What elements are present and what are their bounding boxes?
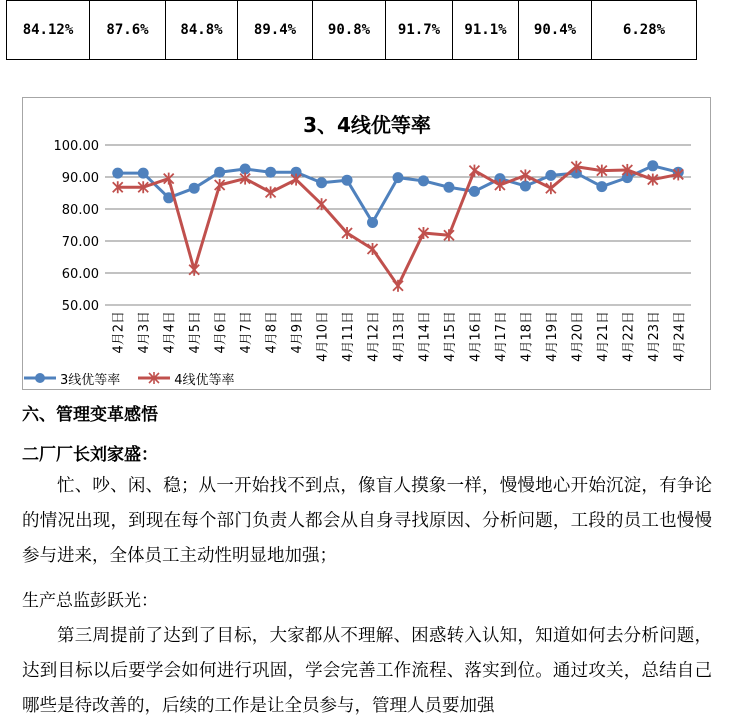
x-tick-label: 4月23日 [646, 311, 662, 362]
table-cell: 90.4% [519, 1, 592, 60]
data-point [520, 180, 531, 191]
x-tick-label: 4月10日 [315, 311, 331, 362]
x-tick-label: 4月8日 [264, 311, 280, 354]
x-tick-label: 4月21日 [595, 311, 611, 362]
data-point [469, 165, 479, 177]
x-tick-label: 4月4日 [162, 311, 178, 354]
y-tick-label: 100.00 [53, 139, 99, 154]
table-cell: 91.7% [386, 1, 453, 60]
x-tick-label: 4月12日 [366, 311, 382, 362]
x-tick-label: 4月20日 [570, 311, 586, 362]
data-point [265, 167, 276, 178]
y-tick-label: 80.00 [61, 203, 99, 218]
data-point [596, 181, 607, 192]
x-tick-label: 4月16日 [468, 311, 484, 362]
paragraph: 忙、吵、闲、稳；从一开始找不到点，像盲人摸象一样，慢慢地心开始沉淀，有争论的情况出现，到现在每个部门负责人都会从自身寻找原因、分析问题，工段的员工也慢慢参与进来，全体员工主动性明显地加强； [22, 476, 712, 566]
legend-item-3line [22, 369, 120, 388]
legend-marker-circle-icon [22, 371, 58, 385]
x-tick-label: 4月6日 [213, 311, 229, 354]
x-tick-label: 4月24日 [672, 311, 688, 362]
x-tick-label: 4月13日 [392, 311, 407, 362]
person-heading: 生产总监彭跃光： [22, 591, 158, 611]
legend-label: 3线优等率 [60, 372, 121, 388]
data-point [189, 264, 199, 276]
data-point [545, 170, 556, 181]
chart-series [112, 160, 684, 291]
chart-title: 3、4线优等率 [303, 113, 431, 137]
data-point [393, 280, 403, 292]
legend-marker-star-icon [136, 371, 172, 385]
data-point [291, 174, 301, 186]
data-point [368, 243, 378, 255]
data-point [189, 183, 200, 194]
data-point [393, 172, 404, 183]
chart-svg [23, 98, 712, 391]
table-cell: 84.8% [166, 1, 238, 60]
data-point [647, 160, 658, 171]
x-tick-label: 4月7日 [239, 311, 255, 354]
data-point [266, 186, 276, 198]
x-tick-label: 4月22日 [621, 311, 637, 362]
x-tick-label: 4月5日 [188, 311, 204, 354]
x-tick-label: 4月18日 [519, 311, 535, 362]
x-tick-label: 4月19日 [544, 311, 560, 362]
table-cell: 91.1% [453, 1, 519, 60]
data-point [367, 217, 378, 228]
table-cell: 87.6% [90, 1, 166, 60]
table-cell: 89.4% [238, 1, 313, 60]
table-cell: 84.12% [7, 1, 90, 60]
y-tick-label: 50.00 [61, 299, 99, 314]
legend-item-4line [136, 369, 234, 388]
data-point [138, 168, 149, 179]
x-tick-label: 4月15日 [442, 311, 458, 362]
data-point [342, 227, 352, 239]
x-tick-label: 4月2日 [111, 311, 127, 354]
x-tick-label: 4月14日 [417, 311, 433, 362]
data-point [112, 168, 123, 179]
data-point [317, 198, 327, 210]
x-tick-label: 4月3日 [137, 311, 153, 354]
table-cell: 6.28% [592, 1, 697, 60]
stats-table [6, 0, 697, 60]
data-point [546, 182, 556, 194]
x-axis-ticks [112, 311, 688, 362]
y-tick-label: 90.00 [61, 171, 99, 186]
data-point [214, 167, 225, 178]
person-heading: 二厂厂长刘家盛： [22, 445, 158, 465]
x-tick-label: 4月11日 [341, 311, 357, 362]
data-point [443, 182, 454, 193]
section-heading: 六、管理变革感悟 [22, 405, 158, 425]
y-axis-ticks [54, 139, 100, 314]
data-point [342, 175, 353, 186]
y-tick-label: 60.00 [61, 267, 99, 282]
x-tick-label: 4月9日 [290, 311, 306, 354]
paragraph: 第三周提前了达到了目标，大家都从不理解、困惑转入认知，知道如何去分析问题，达到目标以后要学会如何进行巩固，学会完善工作流程、落实到位。通过攻关，总结自己哪些是待改善的，后续的工作是让全员参与，管理人员要加强 [22, 626, 712, 716]
table-cell: 90.8% [313, 1, 386, 60]
legend-label: 4线优等率 [174, 372, 235, 388]
table-row [7, 1, 697, 60]
chart-legend [22, 367, 251, 389]
data-point [316, 177, 327, 188]
data-point [469, 186, 480, 197]
y-tick-label: 70.00 [61, 235, 99, 250]
data-point [418, 175, 429, 186]
line-chart [22, 97, 711, 390]
x-tick-label: 4月17日 [493, 311, 509, 362]
